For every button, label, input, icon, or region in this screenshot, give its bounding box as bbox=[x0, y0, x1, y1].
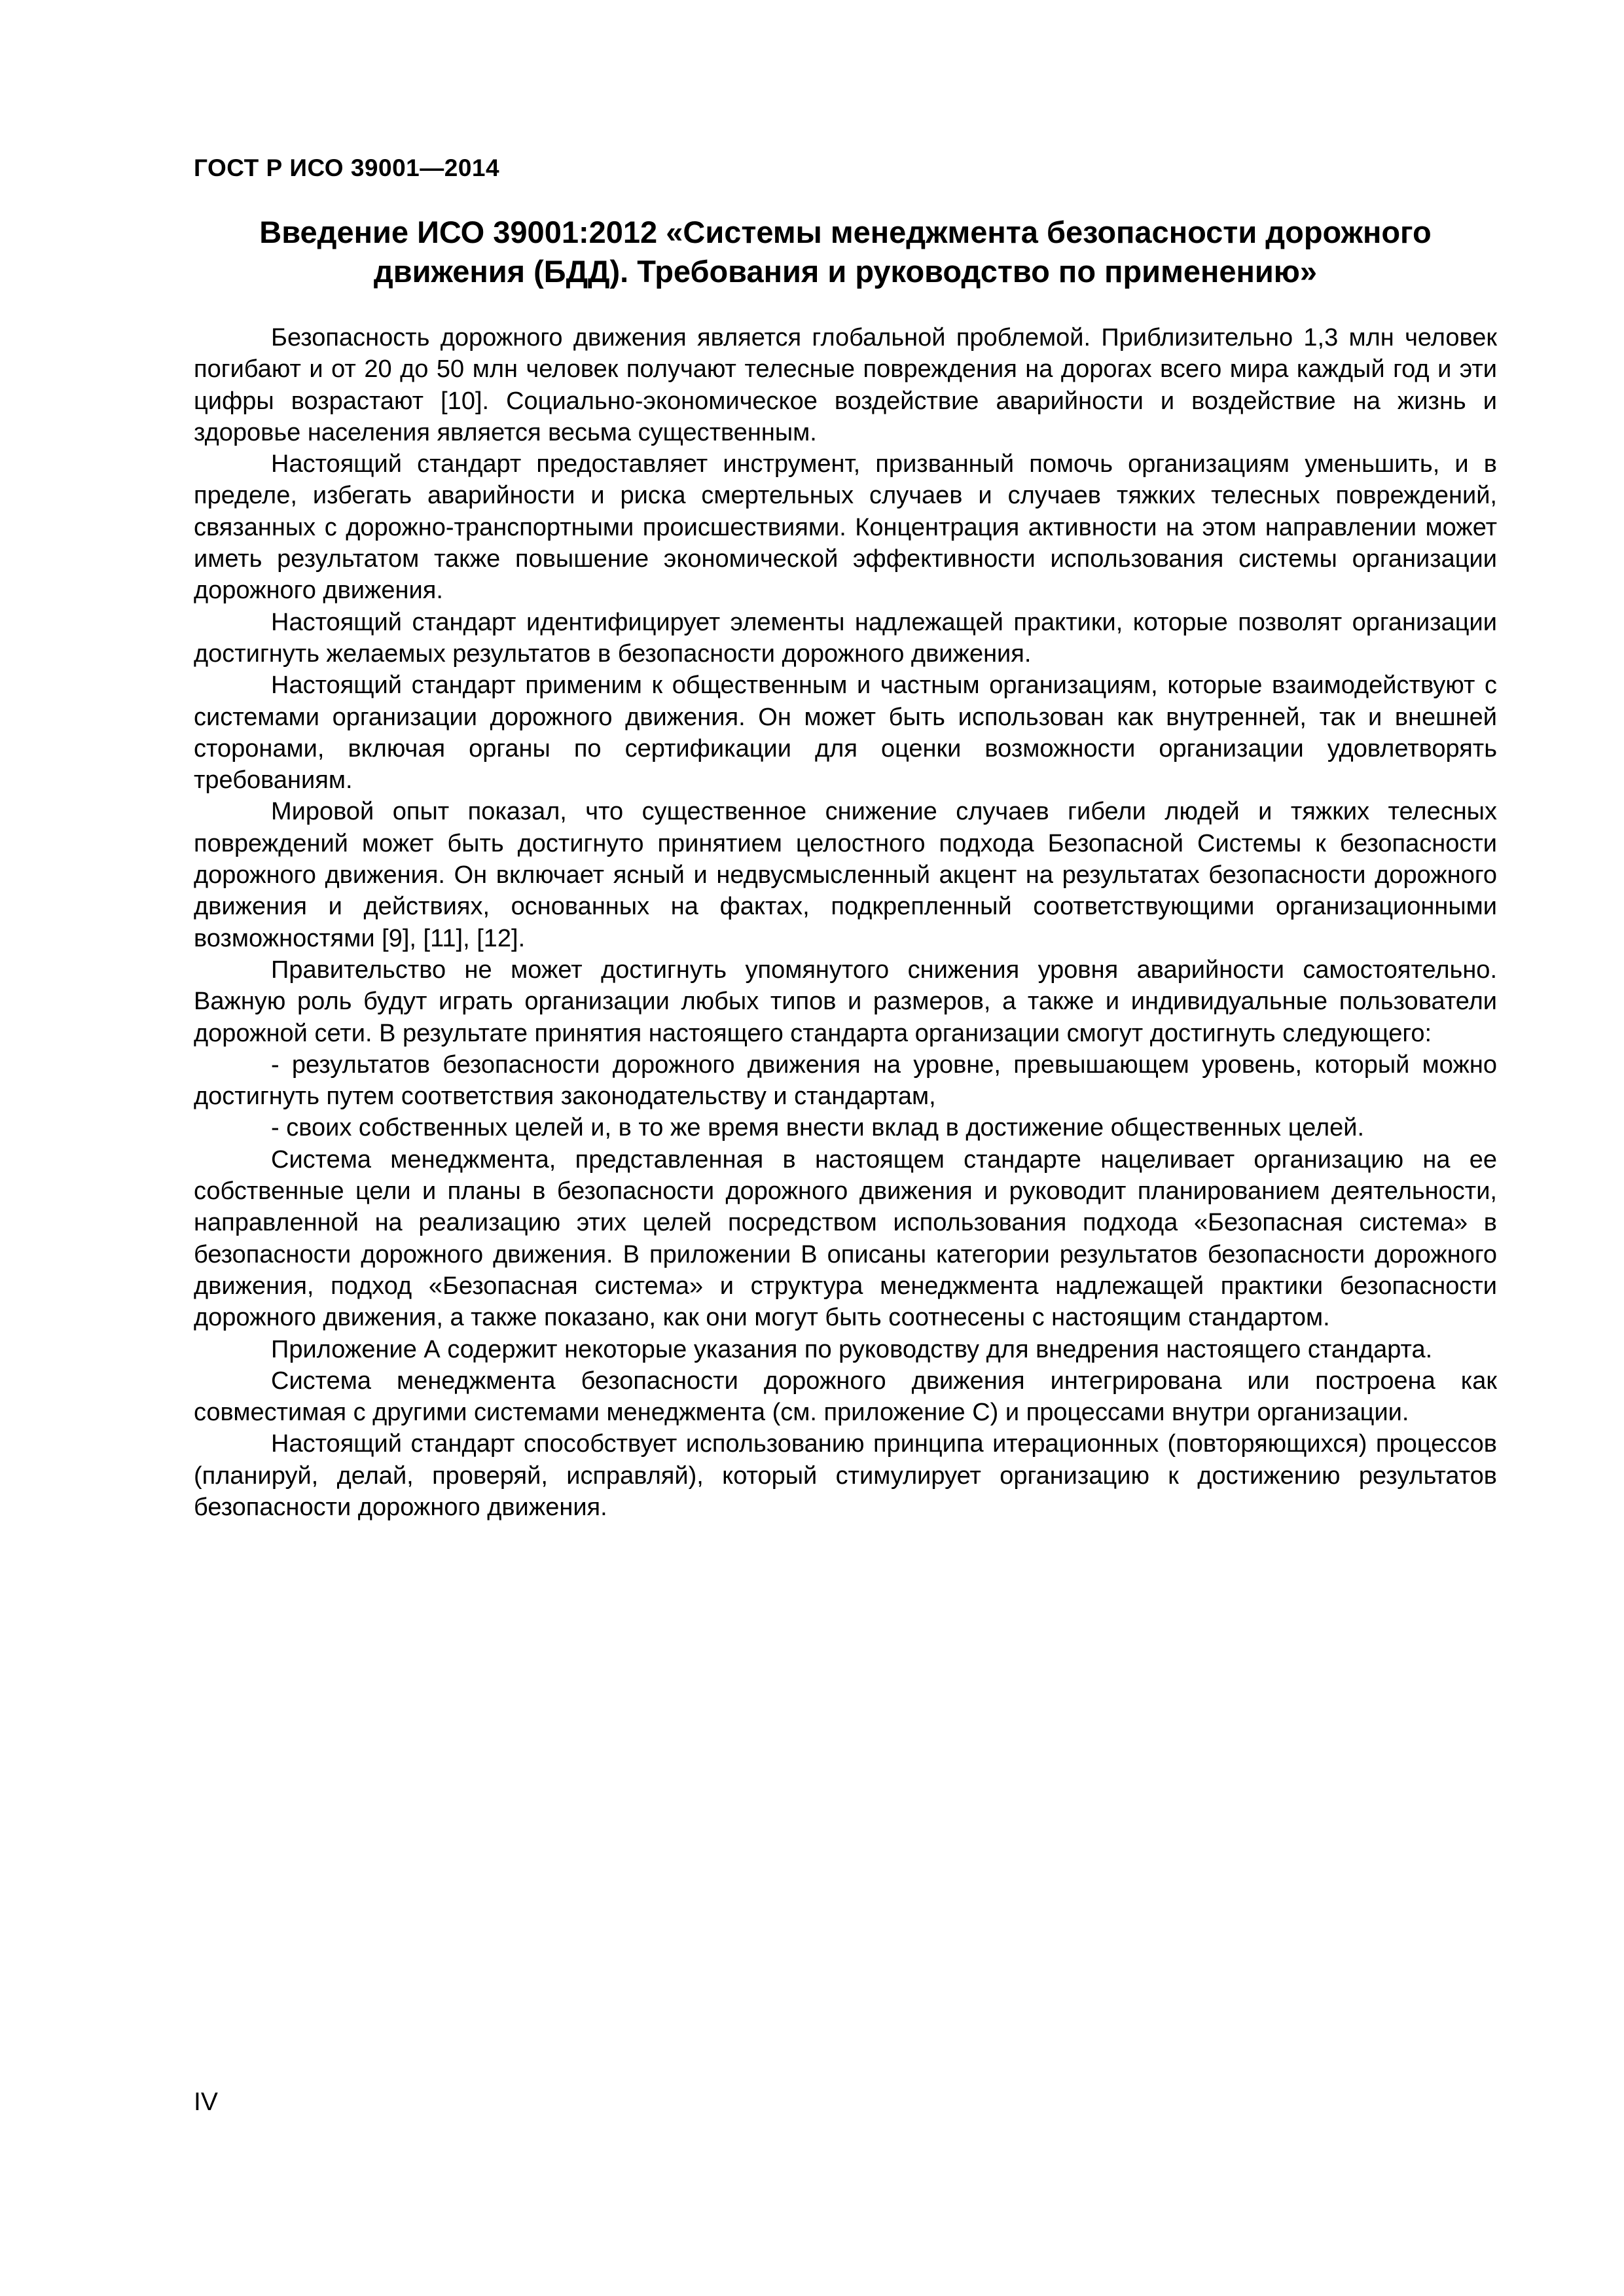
paragraph: Безопасность дорожного движения является глобальной проблемой. Приблизительно 1,3 млн человек погибают и от 20 до 50 млн человек получают телесные повреждения на дорогах всего мира каждый год и эти цифры возрастают [10]. Социально-экономическое воздействие аварийности и воздействие на жизнь и здоровье населения является весьма существенным. bbox=[194, 324, 1497, 446]
section-title-line-2: движения (БДД). Требования и руководство по применению» bbox=[373, 254, 1318, 289]
section-title bbox=[194, 213, 1497, 291]
paragraph: Настоящий стандарт применим к общественным и частным организациям, которые взаимодействуют с системами организации дорожного движения. Он может быть использован как внутренней, так и внешней сторонами, включая органы по сертификации для оценки возможности организации удовлетворять требованиям. bbox=[194, 672, 1497, 795]
paragraph: Правительство не может достигнуть упомянутого снижения уровня аварийности самостоятельно. Важную роль будут играть организации любых типов и размеров, а также и индивидуальные пользователи дорожной сети. В результате принятия настоящего стандарта организации смогут достигнуть следующего: bbox=[194, 956, 1497, 1047]
paragraph: Система менеджмента, представленная в настоящем стандарте нацеливает организацию на ее собственные цели и планы в безопасности дорожного движения и руководит планированием деятельности, направленной на реализацию этих целей посредством использования подхода «Безопасная система» в безопасности дорожного движения. В приложении B описаны категории результатов безопасности дорожного движения, подход «Безопасная система» и структура менеджмента надлежащей практики безопасности дорожного движения, а также показано, как они могут быть соотнесены с настоящим стандартом. bbox=[194, 1145, 1497, 1332]
paragraph: Приложение А содержит некоторые указания по руководству для внедрения настоящего стандарта. bbox=[271, 1335, 1433, 1363]
document-header: ГОСТ Р ИСО 39001—2014 bbox=[194, 154, 500, 181]
paragraph: Настоящий стандарт способствует использованию принципа итерационных (повторяющихся) процессов (планируй, делай, проверяй, исправляй), который стимулирует организацию к достижению результатов безопасности дорожного движения. bbox=[194, 1430, 1497, 1521]
paragraph: Мировой опыт показал, что существенное снижение случаев гибели людей и тяжких телесных повреждений может быть достигнуто принятием целостного подхода Безопасной Системы к безопасности дорожного движения. Он включает ясный и недвусмысленный акцент на результатах безопасности дорожного движения и действиях, основанных на фактах, подкрепленный соответствующими организационными возможностями [9], [11], [12]. bbox=[194, 798, 1497, 952]
list-item: - результатов безопасности дорожного движения на уровне, превышающем уровень, который можно достигнуть путем соответствия законодательству и стандартам, bbox=[194, 1050, 1497, 1111]
paragraph: Настоящий стандарт предоставляет инструмент, призванный помочь организациям уменьшить, и в пределе, избегать аварийности и риска смертельных случаев и случаев тяжких телесных повреждений, связанных с дорожно-транспортными происшествиями. Концентрация активности на этом направлении может иметь результатом также повышение экономической эффективности использования системы организации дорожного движения. bbox=[194, 450, 1497, 605]
section-title-line-1: Введение ИСО 39001:2012 «Системы менеджмента безопасности дорожного bbox=[259, 215, 1432, 249]
list-item: - своих собственных целей и, в то же время внести вклад в достижение общественных целей. bbox=[271, 1114, 1365, 1142]
body-text bbox=[194, 322, 1497, 1523]
page-number: IV bbox=[194, 2088, 218, 2116]
paragraph: Настоящий стандарт идентифицирует элементы надлежащей практики, которые позволят организации достигнуть желаемых результатов в безопасности дорожного движения. bbox=[194, 608, 1497, 668]
paragraph: Система менеджмента безопасности дорожного движения интегрирована или построена как совместимая с другими системами менеджмента (см. приложение С) и процессами внутри организации. bbox=[194, 1367, 1497, 1427]
